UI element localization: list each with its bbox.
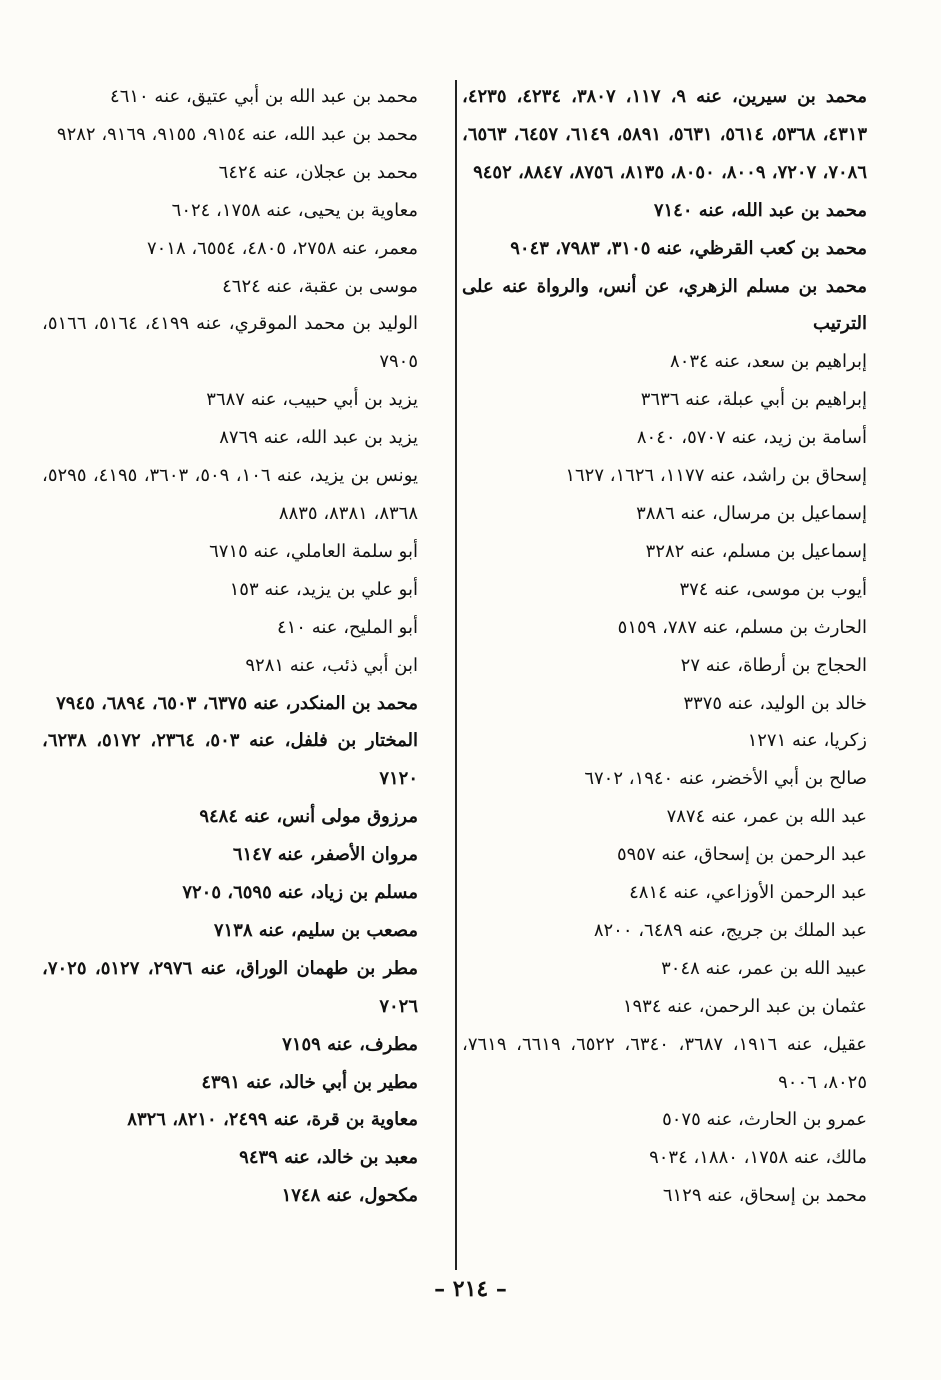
index-entry: مسلم بن زياد، عنه ٦٥٩٥، ٧٢٠٥: [182, 882, 418, 904]
index-section-heading: محمد بن مسلم الزهري، عن أنس، والرواة عنه على الترتيب: [462, 275, 867, 335]
index-entry: معبد بن خالد، عنه ٩٤٣٩: [239, 1147, 418, 1169]
index-entry: عقيل، عنه ١٩١٦، ٣٦٨٧، ٦٣٤٠، ٦٥٢٢، ٦٦١٩، ٧٦١٩، ٨٠٢٥، ٩٠٠٦: [462, 1033, 868, 1093]
page-number: – ٢١٤ –: [434, 1276, 507, 1302]
index-entry: موسى بن عقبة، عنه ٤٦٢٤: [222, 275, 418, 297]
index-entry: عبد الرحمن بن إسحاق، عنه ٥٩٥٧: [616, 844, 867, 866]
index-entry: معاوية بن يحيى، عنه ١٧٥٨، ٦٠٢٤: [171, 199, 418, 221]
index-entry: عبد الملك بن جريج، عنه ٦٤٨٩، ٨٢٠٠: [593, 919, 867, 941]
index-entry: أيوب بن موسى، عنه ٣٧٤: [679, 578, 867, 600]
index-column-right: [462, 78, 867, 1215]
index-entry: صالح بن أبي الأخضر، عنه ١٩٤٠، ٦٧٠٢: [584, 768, 867, 790]
index-entry: إبراهيم بن سعد، عنه ٨٠٣٤: [670, 351, 867, 373]
index-entry: مصعب بن سليم، عنه ٧١٣٨: [213, 919, 418, 941]
index-entry: معاوية بن قرة، عنه ٢٤٩٩، ٨٢١٠، ٨٣٢٦: [127, 1109, 418, 1131]
index-entry: مطرف، عنه ٧١٥٩: [282, 1033, 418, 1055]
index-entry: يزيد بن أبي حبيب، عنه ٣٦٨٧: [206, 389, 418, 411]
index-entry: محمد بن عبد الله، عنه ٩١٥٤، ٩١٥٥، ٩١٦٩، ٩٢٨٢: [56, 123, 418, 145]
index-entry: خالد بن الوليد، عنه ٣٣٧٥: [683, 692, 867, 714]
column-divider: [455, 80, 457, 1270]
index-entry: محمد بن عبد الله بن أبي عتيق، عنه ٤٦١٠: [110, 86, 418, 107]
index-entry: محمد بن سيرين، عنه ٩، ١١٧، ٣٨٠٧، ٤٢٣٤، ٤٢٣٥، ٤٣١٣، ٥٣٦٨، ٥٦١٤، ٥٦٣١، ٥٨٩١، ٦١٤٩، ٦٤٥٧، ٦٥٦٣، ٧٠٨٦، ٧٢٠٧، ٨٠٠٩، ٨٠٥٠، ٨١٣٥، ٨٧٥٦، ٨٨٤٧، ٩٤٥٢: [462, 86, 868, 183]
index-entry: عثمان بن عبد الرحمن، عنه ١٩٣٤: [622, 995, 867, 1017]
index-entry: أسامة بن زيد، عنه ٥٧٠٧، ٨٠٤٠: [636, 427, 867, 449]
index-entry: الحجاج بن أرطاة، عنه ٢٧: [680, 654, 867, 676]
index-entry: الوليد بن محمد الموقري، عنه ٤١٩٩، ٥١٦٤، ٥١٦٦، ٧٩٠٥: [42, 313, 419, 373]
index-entry: عبد الرحمن الأوزاعي، عنه ٤٨١٤: [629, 882, 867, 904]
index-entry: مطر بن طهمان الوراق، عنه ٢٩٧٦، ٥١٢٧، ٧٠٢٥، ٧٠٢٦: [42, 957, 419, 1017]
index-entry: محمد بن إسحاق، عنه ٦١٢٩: [662, 1185, 867, 1207]
index-entry: إسحاق بن راشد، عنه ١١٧٧، ١٦٢٦، ١٦٢٧: [565, 465, 867, 487]
index-entry: أبو علي بن يزيد، عنه ١٥٣: [229, 578, 418, 600]
index-entry: محمد بن كعب القرظي، عنه ٣١٠٥، ٧٩٨٣، ٩٠٤٣: [510, 237, 867, 259]
index-column-left: [42, 78, 418, 1215]
index-entry: إبراهيم بن أبي عبلة، عنه ٣٦٣٦: [640, 389, 867, 411]
index-entry: يزيد بن عبد الله، عنه ٨٧٦٩: [219, 427, 418, 449]
index-entry: محمد بن عجلان، عنه ٦٤٢٤: [218, 161, 418, 183]
index-entry: عمرو بن الحارث، عنه ٥٠٧٥: [662, 1109, 867, 1131]
index-entry: عبد الله بن عمر، عنه ٧٨٧٤: [666, 806, 867, 828]
index-entry: مطير بن أبي خالد، عنه ٤٣٩١: [201, 1071, 418, 1093]
index-entry: مروان الأصفر، عنه ٦١٤٧: [232, 844, 418, 866]
index-entry: معمر، عنه ٢٧٥٨، ٤٨٠٥، ٦٥٥٤، ٧٠١٨: [146, 237, 418, 259]
index-entry: مكحول، عنه ١٧٤٨: [281, 1185, 418, 1207]
index-entry: عبيد الله بن عمر، عنه ٣٠٤٨: [661, 957, 867, 979]
index-entry: أبو سلمة العاملي، عنه ٦٧١٥: [209, 540, 418, 562]
index-entry: محمد بن عبد الله، عنه ٧١٤٠: [653, 199, 867, 221]
index-entry: مرزوق مولى أنس، عنه ٩٤٨٤: [199, 806, 418, 828]
index-entry: محمد بن المنكدر، عنه ٦٣٧٥، ٦٥٠٣، ٦٨٩٤، ٧٩٤٥: [56, 692, 418, 714]
index-entry: المختار بن فلفل، عنه ٥٠٣، ٢٣٦٤، ٥١٧٢، ٦٢٣٨، ٧١٢٠: [42, 730, 419, 790]
index-entry: إسماعيل بن مسلم، عنه ٣٢٨٢: [645, 540, 867, 562]
index-entry: الحارث بن مسلم، عنه ٧٨٧، ٥١٥٩: [617, 616, 867, 638]
index-entry: زكريا، عنه ١٢٧١: [747, 730, 867, 752]
index-entry: يونس بن يزيد، عنه ١٠٦، ٥٠٩، ٣٦٠٣، ٤١٩٥، ٥٢٩٥، ٨٣٦٨، ٨٣٨١، ٨٨٣٥: [42, 465, 418, 524]
index-entry: إسماعيل بن مرسال، عنه ٣٨٨٦: [636, 502, 867, 524]
index-entry: ابن أبي ذئب، عنه ٩٢٨١: [245, 654, 418, 676]
index-entry: مالك، عنه ١٧٥٨، ١٨٨٠، ٩٠٣٤: [649, 1147, 867, 1169]
index-entry: أبو المليح، عنه ٤١٠: [276, 616, 418, 638]
